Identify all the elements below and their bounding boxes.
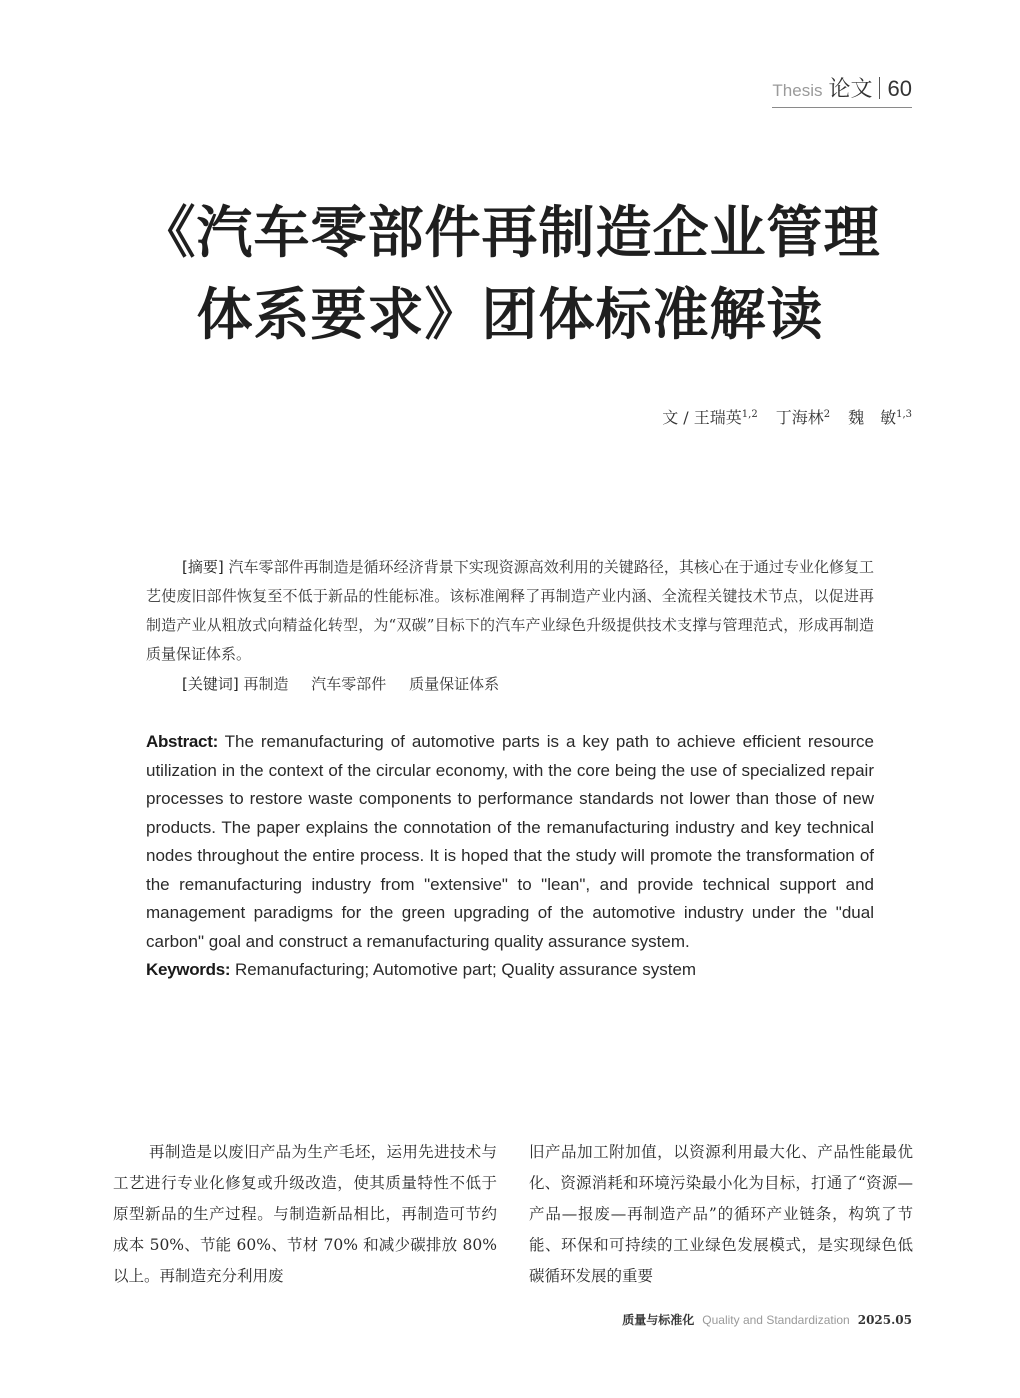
abstract-cn-label: [摘要] — [182, 558, 224, 576]
author-name: 王瑞英 — [693, 408, 742, 427]
section-label-cn: 论文 — [828, 77, 873, 102]
body-column-left — [113, 1137, 497, 1292]
byline-prefix: 文 / — [662, 408, 694, 427]
section-label-en: Thesis — [772, 81, 823, 100]
abstract-cn-paragraph — [146, 553, 874, 669]
body-column-right — [529, 1137, 913, 1292]
keywords-english — [146, 956, 874, 985]
article-title — [60, 193, 960, 357]
running-footer — [622, 1311, 912, 1328]
title-line-1: 《汽车零部件再制造企业管理 — [139, 201, 881, 266]
header-divider — [879, 77, 880, 99]
author-name: 丁海林 — [775, 408, 824, 427]
author-byline — [662, 405, 912, 428]
keyword-item: 质量保证体系 — [409, 675, 500, 693]
body-paragraph: 再制造是以废旧产品为生产毛坯，运用先进技术与工艺进行专业化修复或升级改造，使其质量特性不低于原型新品的生产过程。与制造新品相比，再制造可节约成本 50%、节能 60%、节材 70% 和减少碳排放 80% 以上。再制造充分利用废 — [113, 1143, 497, 1285]
abstract-chinese — [146, 553, 874, 699]
abstract-english — [146, 728, 874, 985]
keywords-chinese — [146, 670, 874, 699]
title-line-2: 体系要求》团体标准解读 — [196, 283, 824, 348]
abstract-en-label: Abstract: — [146, 732, 218, 751]
keywords-cn-label: [关键词] — [182, 675, 239, 693]
abstract-cn-text: 汽车零部件再制造是循环经济背景下实现资源高效利用的关键路径，其核心在于通过专业化修复工艺使废旧部件恢复至不低于新品的性能标准。该标准阐释了再制造产业内涵、全流程关键技术节点，以促进再制造产业从粗放式向精益化转型，为“双碳”目标下的汽车产业绿色升级提供技术支撑与管理范式，形成再制造质量保证体系。 — [146, 558, 874, 663]
page-number: 60 — [887, 76, 912, 101]
issue-number: 2025.05 — [857, 1313, 912, 1327]
keyword-item: 汽车零部件 — [311, 675, 387, 693]
abstract-en-text: The remanufacturing of automotive parts is a key path to achieve efficient resource utilization in the context of the circular economy, with the core being the use of specialized repair processes to restore waste components to performance standards not lower than those of new products. The paper explains the connotation of the remanufacturing industry and key technical nodes throughout the entire process. It is hoped that the study will promote the transformation of the remanufacturing industry from "extensive" to "lean", and provide technical support and management paradigms for the green upgrading of the automotive industry under the "dual carbon" goal and construct a remanufacturing quality assurance system. — [146, 732, 874, 951]
keyword-item: 再制造 — [243, 675, 289, 693]
body-text — [113, 1137, 913, 1292]
abstract-en-paragraph — [146, 728, 874, 956]
keywords-en-text: Remanufacturing; Automotive part; Quality assurance system — [234, 960, 697, 979]
author-affiliation: 1,3 — [896, 409, 912, 420]
author-affiliation: 1,2 — [741, 409, 758, 420]
body-paragraph: 旧产品加工附加值，以资源利用最大化、产品性能最优化、资源消耗和环境污染最小化为目标，打通了“资源—产品—报废—再制造产品”的循环产业链条，构筑了节能、环保和可持续的工业绿色发展模式，是实现绿色低碳循环发展的重要 — [529, 1143, 913, 1285]
journal-name-cn: 质量与标准化 — [622, 1313, 695, 1327]
author-affiliation: 2 — [823, 409, 831, 420]
journal-name-en: Quality and Standardization — [702, 1313, 850, 1327]
keywords-en-label: Keywords: — [146, 960, 231, 979]
author-name: 魏 敏 — [848, 408, 897, 427]
running-header — [772, 72, 912, 108]
